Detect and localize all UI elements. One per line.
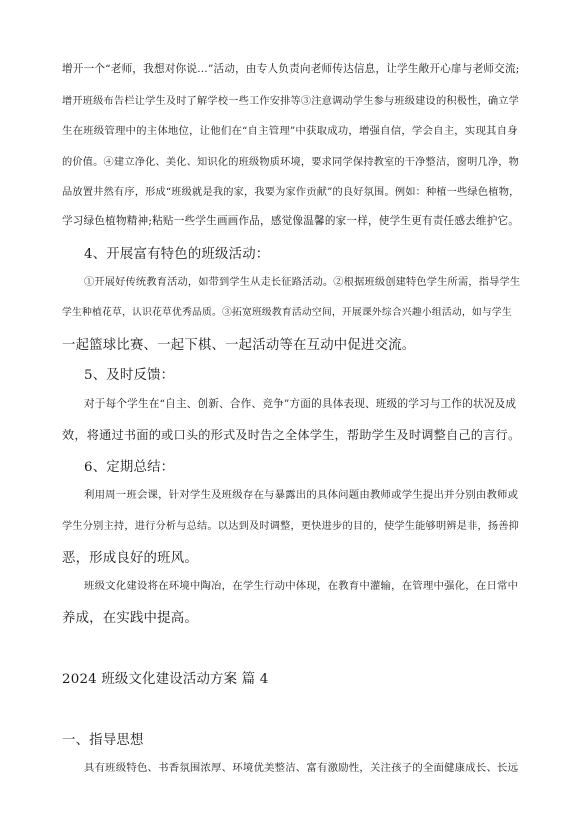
paragraph-line: 班级文化建设将在环境中陶冶，在学生行动中体现，在教育中灌输，在管理中强化，在日常中 xyxy=(84,580,519,592)
section-heading: 4、开展富有特色的班级活动： xyxy=(84,247,270,262)
paragraph-line: 一起篮球比赛、一起下棋、一起活动等在互动中促进交流。 xyxy=(62,338,416,353)
paragraph-line: 利用周一班会课，针对学生及班级存在与暴露出的具体问题由教师或学生提出并分别由教师或 xyxy=(84,489,519,501)
section-heading: 6、定期总结： xyxy=(84,460,175,475)
paragraph-line: 养成，在实践中提高。 xyxy=(62,611,198,626)
paragraph-line: 效，将通过书面的或口头的形式及时告之全体学生，帮助学生及时调整自己的言行。 xyxy=(62,428,521,442)
paragraph-line: 学习绿色植物精神;粘贴一些学生画画作品，感觉像温馨的家一样，使学生更有责任感去维护它。 xyxy=(62,215,520,227)
paragraph-line: 品放置井然有序，形成“班级就是我的家，我要为家作贡献”的良好氛围。例如：种植一些绿色植物， xyxy=(62,187,520,198)
paragraph-line: 具有班级特色、书香氛围浓厚、环境优美整洁、富有激励性，关注孩子的全面健康成长、长远 xyxy=(84,762,519,774)
section-heading: 5、及时反馈： xyxy=(84,368,175,383)
paragraph-line: 学生分别主持，进行分析与总结。以达到及时调整，更快进步的目的，使学生能够明辨是非，扬善抑 xyxy=(62,521,520,532)
section-heading: 一、指导思想 xyxy=(62,733,144,748)
paragraph-line: 的价值。④建立净化、美化、知识化的班级物质环境，要求同学保持教室的干净整洁，窗明几净，物 xyxy=(62,157,520,168)
section-title: 2024 班级文化建设活动方案 篇 4 xyxy=(62,672,269,687)
paragraph-line: 生在班级管理中的主体地位，让他们在“自主管理”中获取成功，增强自信，学会自主，实现其自身 xyxy=(62,125,518,137)
paragraph-line: 恶，形成良好的班风。 xyxy=(62,551,198,566)
paragraph-line: 增开一个“老师，我想对你说…”活动，由专人负责向老师传达信息，让学生敞开心扉与老师交流; xyxy=(62,63,520,75)
paragraph-line: 增开班级布告栏让学生及时了解学校一些工作安排等③注意调动学生参与班级建设的积极性，确立学 xyxy=(62,96,520,107)
paragraph-line: 学生种植花草，认识花草优秀品质。③拓宽班级教育活动空间，开展课外综合兴趣小组活动，如与学生 xyxy=(62,307,512,318)
paragraph-line: ①开展好传统教育活动，如带到学生从走长征路活动。②根据班级创建特色学生所需，指导学生 xyxy=(84,277,521,288)
paragraph-line: 对于每个学生在“自主、创新、合作、竞争”方面的具体表现、班级的学习与工作的状况及成 xyxy=(84,398,517,410)
